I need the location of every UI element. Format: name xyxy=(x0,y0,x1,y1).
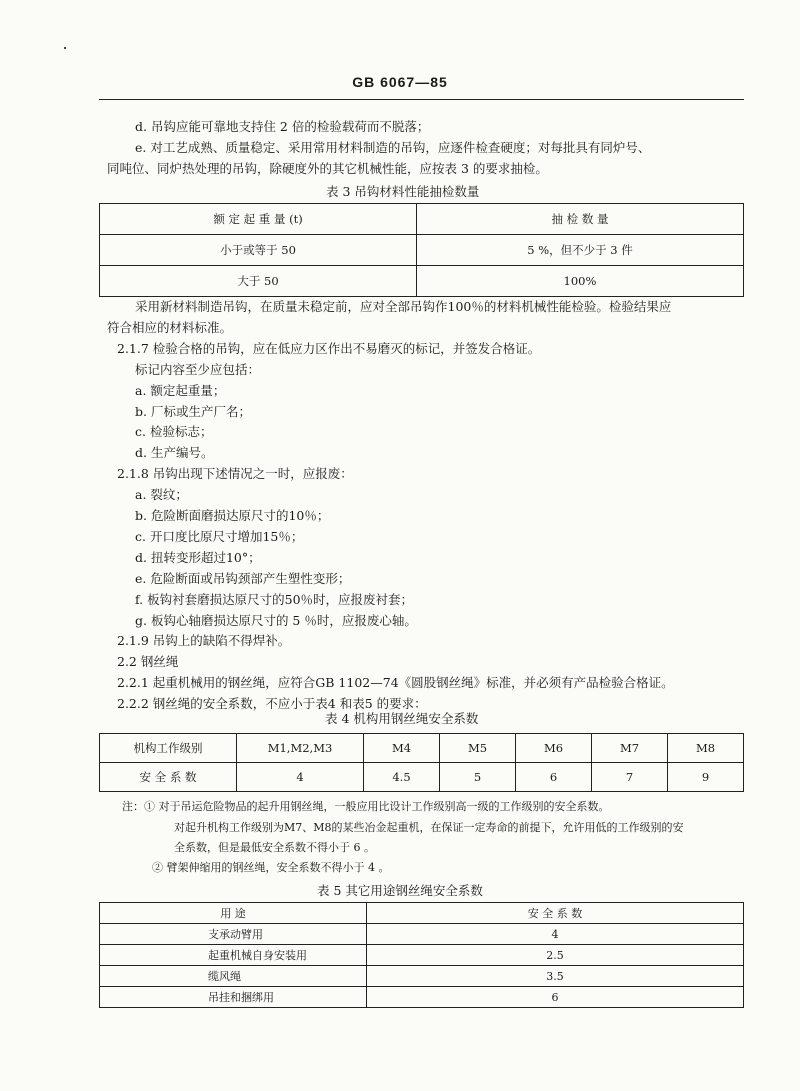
table-cell: 4.5 xyxy=(364,763,440,792)
table4-caption: 表 4 机构用钢丝绳安全系数 xyxy=(325,711,479,726)
table-cell: 缆风绳 xyxy=(100,966,367,987)
table-cell: 吊挂和捆绑用 xyxy=(100,987,367,1008)
table-cell: 100% xyxy=(417,266,744,297)
body-line: 2.2.2 钢丝绳的安全系数，不应小于表4 和表5 的要求： xyxy=(117,696,427,711)
table3 xyxy=(99,203,744,297)
table-cell: 5 %，但不少于 3 件 xyxy=(417,235,744,266)
table-header-cell: M5 xyxy=(440,734,516,763)
table3-caption: 表 3 吊钩材料性能抽检数量 xyxy=(326,184,480,199)
table-row xyxy=(100,966,744,987)
table-row xyxy=(100,987,744,1008)
table-header-row xyxy=(100,734,744,763)
body-line: 采用新材料制造吊钩，在质量未稳定前，应对全部吊钩作100％的材料机械性能检验。检验结果应 xyxy=(135,299,672,314)
body-line: f. 板钩衬套磨损达原尺寸的50％时，应报废衬套； xyxy=(135,592,414,607)
table-cell: 3.5 xyxy=(367,966,744,987)
table-cell: 6 xyxy=(516,763,592,792)
table-cell: 7 xyxy=(592,763,668,792)
table-cell: 起重机械自身安装用 xyxy=(100,945,367,966)
table5 xyxy=(99,902,744,1008)
table-header-cell: M8 xyxy=(668,734,744,763)
table-row xyxy=(100,924,744,945)
table-header-cell: M1,M2,M3 xyxy=(237,734,364,763)
item-e-line: e. 对工艺成熟、质量稳定、采用常用材料制造的吊钩，应逐件检查硬度；对每批具有同炉号、 xyxy=(135,140,651,155)
body-line: 2.2.1 起重机械用的钢丝绳，应符合GB 1102—74《圆股钢丝绳》标准，并必须有产品检验合格证。 xyxy=(117,675,674,690)
body-line: d. 扭转变形超过10°； xyxy=(135,550,261,565)
body-line: d. 生产编号。 xyxy=(135,445,214,460)
header-rule xyxy=(99,99,744,100)
table-cell: 安 全 系 数 xyxy=(100,763,237,792)
body-line: 2.1.8 吊钩出现下述情况之一时，应报废： xyxy=(117,466,353,481)
table-header-cell: 安 全 系 数 xyxy=(367,903,744,924)
body-line: 标记内容至少应包括： xyxy=(135,362,261,377)
table-cell: 4 xyxy=(237,763,364,792)
body-line: g. 板钩心轴磨损达原尺寸的 5 ％时，应报废心轴。 xyxy=(135,613,417,628)
table-cell: 6 xyxy=(367,987,744,1008)
note-1-cont2: 全系数，但是最低安全系数不得小于 6 。 xyxy=(174,841,375,854)
table-header-cell: 额 定 起 重 量 (t) xyxy=(100,204,417,235)
scan-dot xyxy=(64,47,66,49)
body-line: 2.2 钢丝绳 xyxy=(117,654,179,669)
note-1-cont: 对起升机构工作级别为M7、M8的某些冶金起重机，在保证一定寿命的前提下，允许用低的工作级别的安 xyxy=(174,821,684,834)
table-header-cell: M4 xyxy=(364,734,440,763)
note-1: 注：① 对于吊运危险物品的起升用钢丝绳，一般应用比设计工作级别高一级的工作级别的安全系数。 xyxy=(122,800,610,813)
body-line: c. 检验标志； xyxy=(135,424,213,439)
page-header: GB 6067—85 xyxy=(352,74,448,90)
body-line: 2.1.7 检验合格的吊钩，应在低应力区作出不易磨灭的标记，并签发合格证。 xyxy=(117,341,541,356)
table-header-cell: 抽 检 数 量 xyxy=(417,204,744,235)
body-line: b. 厂标或生产厂名； xyxy=(135,404,251,419)
body-line: 符合相应的材料标准。 xyxy=(107,320,233,335)
table-header-cell: M6 xyxy=(516,734,592,763)
table-cell: 5 xyxy=(440,763,516,792)
table4 xyxy=(99,733,744,792)
table-cell: 大于 50 xyxy=(100,266,417,297)
body-line: 2.1.9 吊钩上的缺陷不得焊补。 xyxy=(117,633,291,648)
table-header-cell: 机构工作级别 xyxy=(100,734,237,763)
item-e-line-cont: 同吨位、同炉热处理的吊钩，除硬度外的其它机械性能，应按表 3 的要求抽检。 xyxy=(107,161,548,176)
table-row xyxy=(100,266,744,297)
table-cell: 小于或等于 50 xyxy=(100,235,417,266)
table-cell: 4 xyxy=(367,924,744,945)
body-line: c. 开口度比原尺寸增加15％； xyxy=(135,529,304,544)
table-header-row xyxy=(100,204,744,235)
item-d-line: d. 吊钩应能可靠地支持住 2 倍的检验载荷而不脱落； xyxy=(135,119,430,134)
body-line: e. 危险断面或吊钩颈部产生塑性变形； xyxy=(135,571,351,586)
table-header-cell: 用 途 xyxy=(100,903,367,924)
body-line: a. 额定起重量； xyxy=(135,383,226,398)
table-row xyxy=(100,945,744,966)
table-header-row xyxy=(100,903,744,924)
table-row xyxy=(100,235,744,266)
table-cell: 2.5 xyxy=(367,945,744,966)
table-header-cell: M7 xyxy=(592,734,668,763)
table5-caption: 表 5 其它用途钢丝绳安全系数 xyxy=(317,883,483,898)
table-row xyxy=(100,763,744,792)
body-line: b. 危险断面磨损达原尺寸的10％； xyxy=(135,508,330,523)
table-cell: 支承动臂用 xyxy=(100,924,367,945)
note-2: ② 臂架伸缩用的钢丝绳，安全系数不得小于 4 。 xyxy=(152,861,390,874)
table-cell: 9 xyxy=(668,763,744,792)
body-line: a. 裂纹； xyxy=(135,487,188,502)
